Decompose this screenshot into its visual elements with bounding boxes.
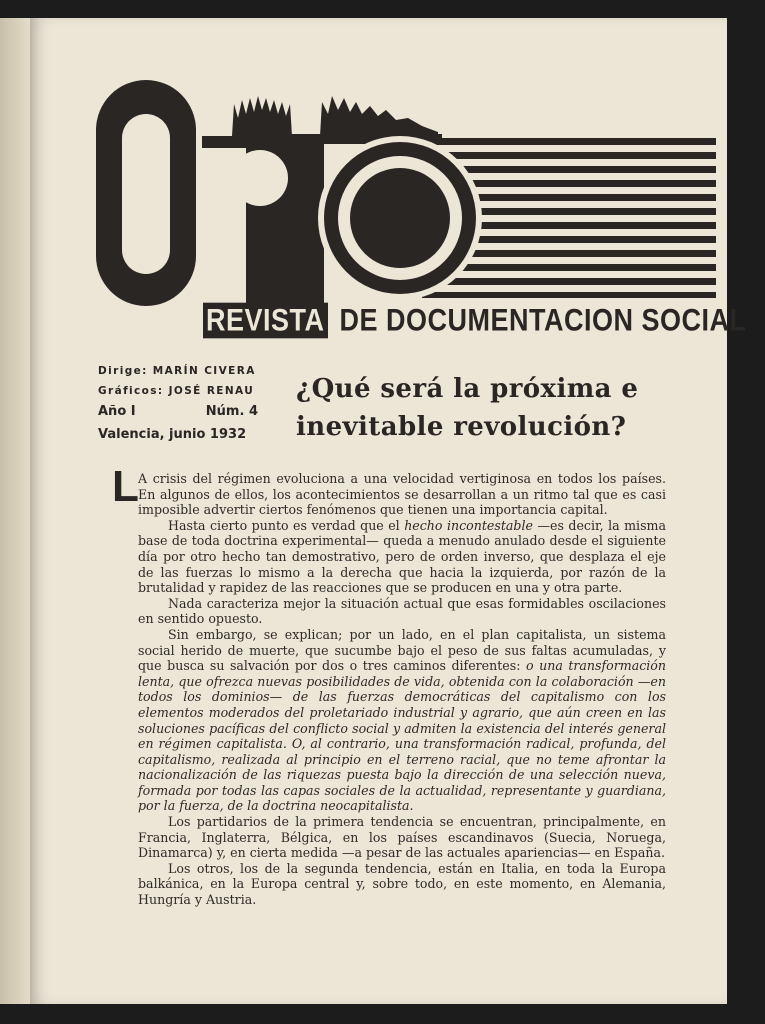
paragraph-1: A crisis del régimen evoluciona a una velocidad vertiginosa en todos los países. En algunos de ellos, los acontecimientos se desarrollan a un ritmo tal que es casi imposible advertir ciertos fenómenos que tienen una importancia capital. [138,471,666,518]
paragraph-2-italic: hecho incontestable [404,517,533,533]
credits-block [98,361,258,448]
paragraph-5: Los partidarios de la primera tendencia se encuentran, principalmente, en Francia, Inglaterra, Bélgica, en los países escandinavos (Suecia, Noruega, Dinamarca) y, en cierta medida —a pesar de las actuales apariencias— en España. [138,814,666,861]
masthead-subtitle [203,302,747,337]
paragraph-2-end: —es decir, la misma base de toda doctrina experimental— queda a menudo anulado desde el siguiente día por otro hecho tan demostrativo, pero de orden inverso, que desplaza el eje de las fuerzas lo mismo a la derecha que hacia la izquierda, por razón de la brutalidad y rapidez de las reacciones que se producen en una y otra parte. [138,517,666,596]
drop-cap: L [112,462,139,511]
director-credit: Dirige: MARÍN CIVERA [98,365,256,377]
graphics-credit: Gráficos: JOSÉ RENAU [98,385,255,397]
paragraph-2-start: Hasta cierto punto es verdad que el [168,517,405,533]
article-body [112,462,666,908]
paragraph-2 [138,518,666,596]
paragraph-4-italic: o una transformación lenta, que ofrezca nuevas posibilidades de vida, obtenida con la colaboración —en todos los dominios— de las fuerzas democráticas del capitalismo con los elementos moderados del proletariado industrial y agrario, que aún creen en las soluciones pacíficas del conflicto social y admiten la existencia del interés general en régimen capitalista. O, al contrario, una transformación radical, profunda, del capitalismo, realizada al principio en el terreno racial, que no teme afrontar la nacionalización de las riquezas puesta bajo la dirección de una selección nueva, formada por todas las capas sociales de la actualidad, representante y guardiana, por la fuerza, de la doctrina neocapitalista. [138,658,666,814]
issue-year: Año I [98,404,136,419]
subtitle-rest: DE DOCUMENTACION SOCIAL [339,302,747,337]
paragraph-4 [138,627,666,814]
book-spine [0,18,30,1004]
article-headline: ¿Qué será la próxima e inevitable revolución? [296,374,639,442]
paragraph-6: Los otros, los de la segunda tendencia, están en Italia, en toda la Europa balkánica, en la Europa central y, sobre todo, en este momento, en Alemania, Hungría y Austria. [138,860,666,908]
issue-line [98,402,258,422]
issue-number: Núm. 4 [205,404,258,419]
paragraph-3: Nada caracteriza mejor la situación actual que esas formidables oscilaciones en sentido opuesto. [138,595,666,627]
issue-date: Valencia, junio 1932 [98,427,247,442]
paragraph-4-start: Sin embargo, se explican; por un lado, en el plan capitalista, un sistema social herido de muerte, que sucumbe bajo el peso de sus faltas acumuladas, y que busca su salvación por dos o tres caminos diferentes: [138,626,666,674]
subtitle-revista: REVISTA [203,302,328,338]
